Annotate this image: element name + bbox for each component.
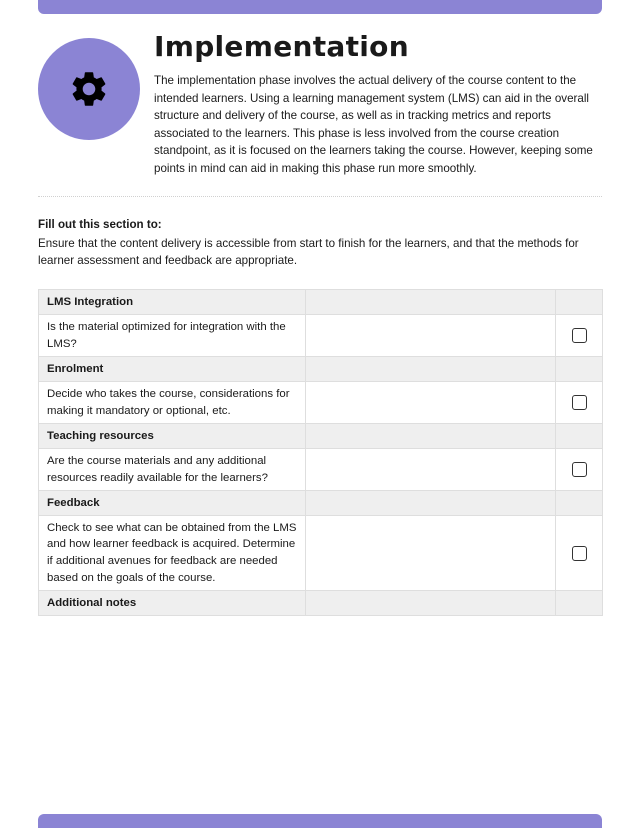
intro-paragraph: The implementation phase involves the actual delivery of the course content to the intended learners. Using a learning management system (LMS) can aid in the overall structure and delivery of the course, as well as in tracking metrics and reports associated to the learners. This phase is less involved from the course creation standpoint, as it is focused on the learners taking the course. However, keeping some points in mind can aid in making this phase run more smoothly. bbox=[154, 74, 593, 175]
section-row-additional-notes bbox=[39, 591, 603, 616]
checklist-item-text: Decide who takes the course, considerations for making it mandatory or optional, etc. bbox=[39, 382, 306, 424]
check-cell bbox=[556, 315, 603, 357]
checklist-item-text: Are the course materials and any additional resources readily available for the learners? bbox=[39, 449, 306, 491]
notes-input-cell[interactable] bbox=[306, 516, 556, 591]
section-row-teaching-resources bbox=[39, 424, 603, 449]
check-cell bbox=[556, 424, 603, 449]
checklist-item-text: Check to see what can be obtained from the LMS and how learner feedback is acquired. Determine if additional avenues for feedback are needed based on the goals of the course. bbox=[39, 516, 306, 591]
section-row-lms-integration bbox=[39, 290, 603, 315]
page-title: Implementation bbox=[154, 30, 409, 63]
notes-input-cell[interactable] bbox=[306, 591, 556, 616]
checklist-item-text: Is the material optimized for integration with the LMS? bbox=[39, 315, 306, 357]
notes-cell bbox=[306, 290, 556, 315]
gear-icon bbox=[68, 68, 110, 110]
checklist-item-row bbox=[39, 449, 603, 491]
check-cell bbox=[556, 357, 603, 382]
notes-input-cell[interactable] bbox=[306, 315, 556, 357]
check-cell bbox=[556, 290, 603, 315]
instructions-description: Ensure that the content delivery is accessible from start to finish for the learners, and that the methods for learner assessment and feedback are appropriate. bbox=[38, 237, 579, 268]
section-heading: Feedback bbox=[39, 491, 306, 516]
checkbox[interactable] bbox=[572, 546, 587, 561]
check-cell bbox=[556, 382, 603, 424]
checklist-item-row bbox=[39, 516, 603, 591]
checklist-item-row bbox=[39, 315, 603, 357]
instructions-title: Fill out this section to: bbox=[38, 218, 162, 231]
bottom-accent-bar bbox=[38, 814, 602, 828]
notes-input-cell[interactable] bbox=[306, 382, 556, 424]
checkbox[interactable] bbox=[572, 462, 587, 477]
checkbox[interactable] bbox=[572, 395, 587, 410]
checklist-table bbox=[38, 289, 603, 616]
top-accent-bar bbox=[38, 0, 602, 14]
check-cell bbox=[556, 591, 603, 616]
check-cell bbox=[556, 491, 603, 516]
section-row-feedback bbox=[39, 491, 603, 516]
notes-cell bbox=[306, 491, 556, 516]
section-heading: Enrolment bbox=[39, 357, 306, 382]
gear-badge bbox=[38, 38, 140, 140]
notes-cell bbox=[306, 357, 556, 382]
section-heading: Additional notes bbox=[39, 591, 306, 616]
section-heading: LMS Integration bbox=[39, 290, 306, 315]
section-heading: Teaching resources bbox=[39, 424, 306, 449]
check-cell bbox=[556, 516, 603, 591]
check-cell bbox=[556, 449, 603, 491]
checklist-item-row bbox=[39, 382, 603, 424]
section-divider bbox=[38, 196, 602, 197]
notes-cell bbox=[306, 424, 556, 449]
checkbox[interactable] bbox=[572, 328, 587, 343]
notes-input-cell[interactable] bbox=[306, 449, 556, 491]
section-row-enrolment bbox=[39, 357, 603, 382]
